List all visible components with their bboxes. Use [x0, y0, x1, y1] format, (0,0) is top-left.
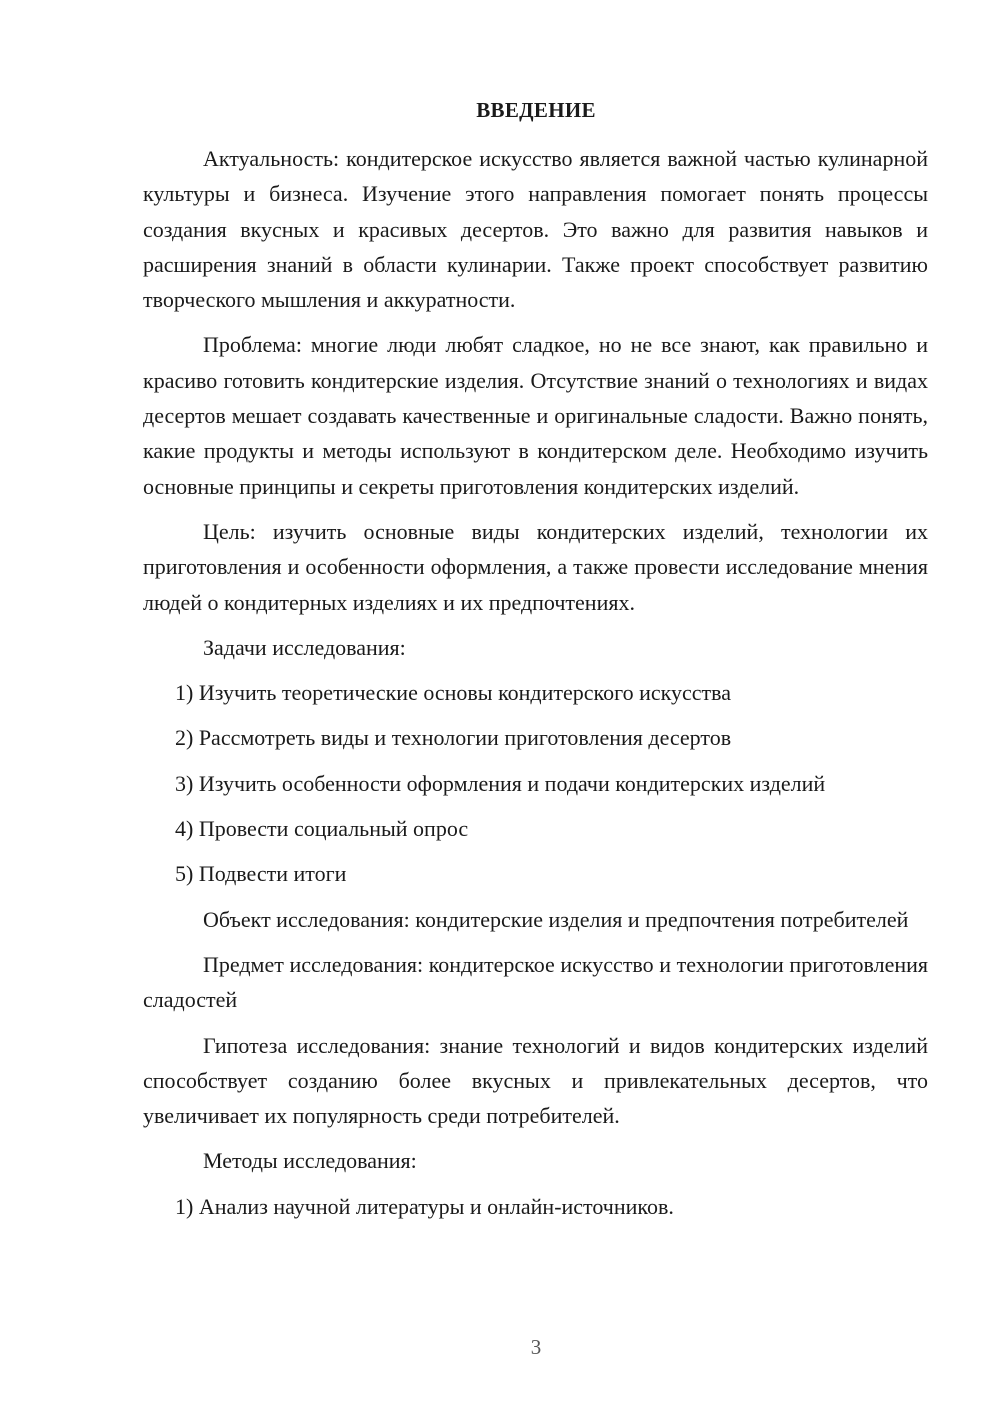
hypothesis-paragraph: Гипотеза исследования: знание технологий и видов кондитерских изделий способствует созданию более вкусных и привлекательных десертов, что увеличивает их популярность среди потребителей.	[143, 1032, 928, 1129]
task-item-2: 2) Рассмотреть виды и технологии приготовления десертов	[175, 725, 732, 751]
task-item-4: 4) Провести социальный опрос	[175, 816, 469, 842]
goal-paragraph: Цель: изучить основные виды кондитерских изделий, технологии их приготовления и особенности оформления, а также провести исследование мнения людей о кондитерных изделиях и их предпочтениях.	[143, 518, 928, 615]
problem-paragraph: Проблема: многие люди любят сладкое, но не все знают, как правильно и красиво готовить кондитерские изделия. Отсутствие знаний о технологиях и видах десертов мешает создавать качественные и оригинальные сладости. Важно понять, какие продукты и методы используют в кондитерском деле. Необходимо изучить основные принципы и секреты приготовления кондитерских изделий.	[143, 332, 928, 499]
task-item-5: 5) Подвести итоги	[175, 861, 347, 887]
page-number: 3	[530, 1335, 542, 1359]
body-text	[143, 141, 928, 1234]
method-item-1: 1) Анализ научной литературы и онлайн-источников.	[175, 1193, 674, 1219]
task-item-1: 1) Изучить теоретические основы кондитерского искусства	[175, 680, 732, 706]
task-item-3: 3) Изучить особенности оформления и подачи кондитерских изделий	[175, 770, 826, 796]
object-paragraph: Объект исследования: кондитерские изделия и предпочтения потребителей	[203, 906, 909, 932]
methods-title: Методы исследования:	[203, 1148, 417, 1174]
tasks-title: Задачи исследования:	[203, 634, 406, 660]
page-heading: ВВЕДЕНИЕ	[476, 98, 596, 122]
subject-paragraph: Предмет исследования: кондитерское искусство и технологии приготовления сладостей	[143, 951, 928, 1013]
relevance-paragraph: Актуальность: кондитерское искусство является важной частью кулинарной культуры и бизнеса. Изучение этого направления помогает понять процессы создания вкусных и красивых десертов. Это важно для развития навыков и расширения знаний в области кулинарии. Также проект способствует развитию творческого мышления и аккуратности.	[143, 146, 928, 313]
